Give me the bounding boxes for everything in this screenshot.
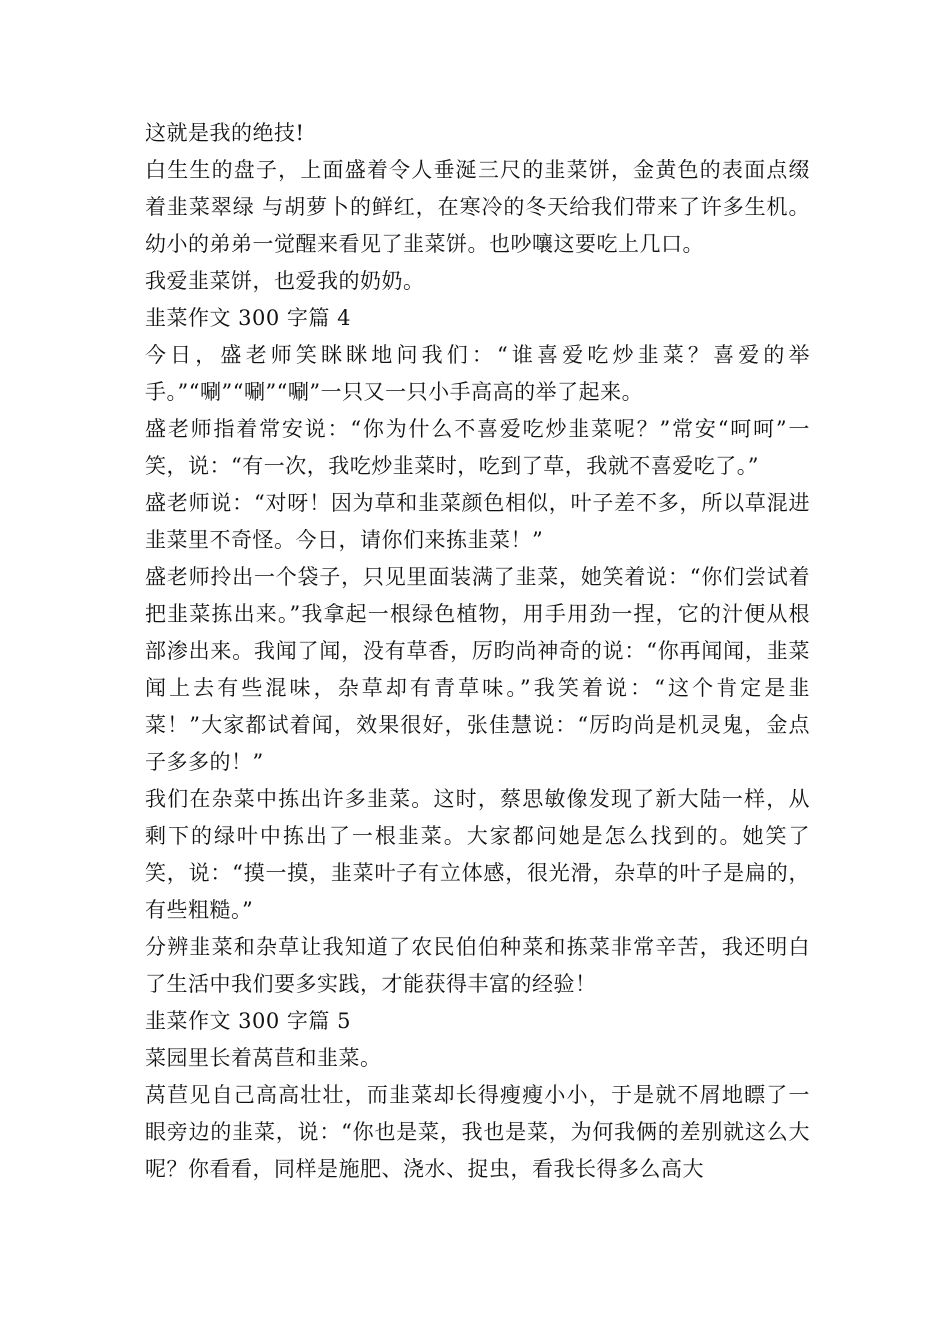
- paragraph-12: 菜园里长着莴苣和韭菜。: [145, 1046, 382, 1070]
- paragraph-6: 盛老师指着常安说：“你为什么不喜爱吃炒韭菜呢？”常安“呵呵”一笑，说：“有一次，我吃炒韭菜时，吃到了草，我就不喜爱吃了。”: [145, 417, 810, 478]
- section-heading-4: 韭菜作文 300 字篇 4: [145, 306, 351, 330]
- paragraph-3: 我爱韭菜饼，也爱我的奶奶。: [145, 269, 425, 293]
- paragraph-8: 盛老师拎出一个袋子，只见里面装满了韭菜，她笑着说：“你们尝试着把韭菜拣出来。”我拿起一根绿色植物，用手用劲一捏，它的汁便从根部渗出来。我闻了闻，没有草香，厉昀尚神奇的说：“你再闻闻，韭菜闻上去有些混味，杂草却有青草味。”我笑着说：“这个肯定是韭菜！”大家都试着闻，效果很好，张佳慧说：“厉昀尚是机灵鬼，金点子多多的！”: [145, 565, 810, 774]
- paragraph-1: 这就是我的绝技!: [145, 121, 305, 145]
- paragraph-13: 莴苣见自己高高壮壮，而韭菜却长得瘦瘦小小，于是就不屑地瞟了一眼旁边的韭菜，说：“你也是菜，我也是菜，为何我俩的差别就这么大呢？你看看，同样是施肥、浇水、捉虫，看我长得多么高大: [145, 1083, 810, 1181]
- paragraph-10: 分辨韭菜和杂草让我知道了农民伯伯种菜和拣菜非常辛苦，我还明白了生活中我们要多实践，才能获得丰富的经验！: [145, 935, 810, 996]
- paragraph-7: 盛老师说：“对呀！因为草和韭菜颜色相似，叶子差不多，所以草混进韭菜里不奇怪。今日，请你们来拣韭菜！”: [145, 491, 810, 552]
- section-heading-5: 韭菜作文 300 字篇 5: [145, 1009, 351, 1033]
- paragraph-9: 我们在杂菜中拣出许多韭菜。这时，蔡思敏像发现了新大陆一样，从剩下的绿叶中拣出了一根韭菜。大家都问她是怎么找到的。她笑了笑，说：“摸一摸，韭菜叶子有立体感，很光滑，杂草的叶子是扁的，有些粗糙。”: [145, 787, 810, 922]
- document-body: [145, 115, 810, 1188]
- paragraph-5: 今日，盛老师笑眯眯地问我们：“谁喜爱吃炒韭菜？喜爱的举手。”“唰”“唰”“唰”一只又一只小手高高的举了起来。: [145, 343, 810, 404]
- paragraph-2: 白生生的盘子，上面盛着令人垂涎三尺的韭菜饼，金黄色的表面点缀着韭菜翠绿 与胡萝卜的鲜红，在寒冷的冬天给我们带来了许多生机。幼小的弟弟一觉醒来看见了韭菜饼。也吵嚷这要吃上几口。: [145, 158, 810, 256]
